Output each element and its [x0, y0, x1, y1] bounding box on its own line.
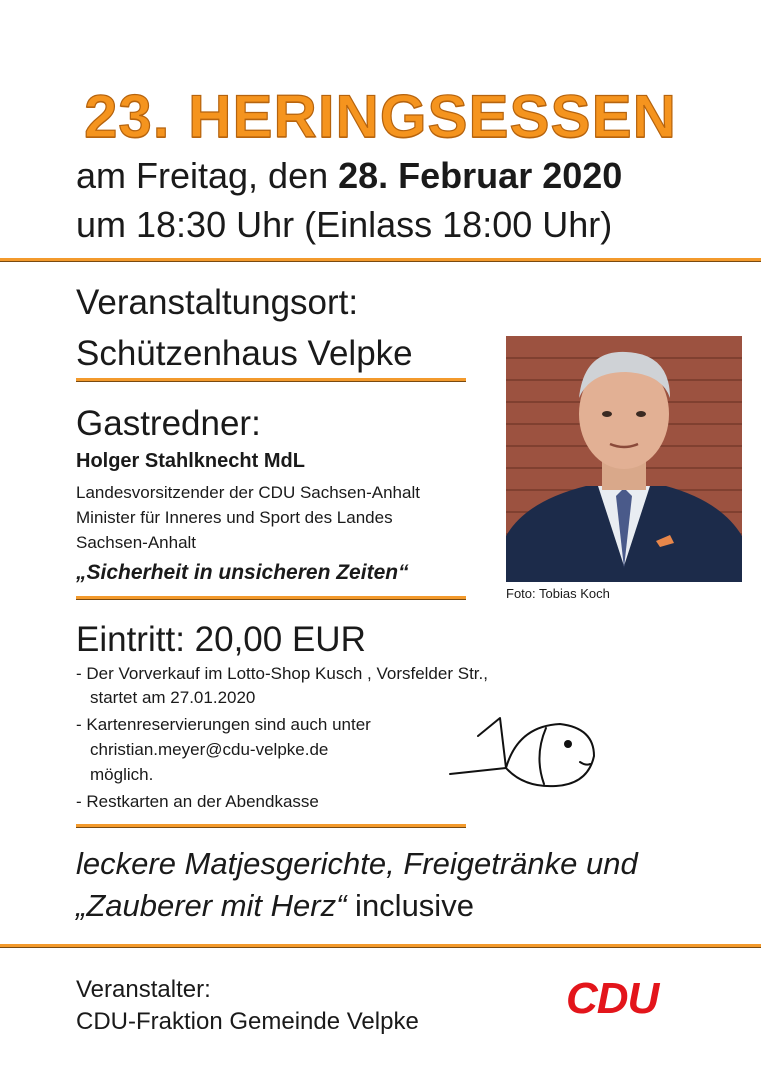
- speaker-photo: [506, 336, 742, 582]
- divider: [0, 258, 761, 262]
- venue-name: Schützenhaus Velpke: [76, 334, 413, 373]
- admission-info: - Restkarten an der Abendkasse: [76, 792, 319, 811]
- divider: [0, 944, 761, 948]
- venue-label: Veranstaltungsort:: [76, 283, 359, 322]
- speaker-role: Minister für Inneres und Sport des Landes: [76, 508, 393, 527]
- extras-line: „Zauberer mit Herz“ inclusive: [76, 888, 474, 923]
- admission-label: Eintritt: 20,00 EUR: [76, 620, 366, 659]
- speaker-role: Landesvorsitzender der CDU Sachsen-Anhalt: [76, 483, 420, 502]
- divider: [76, 596, 466, 600]
- speech-topic: „Sicherheit in unsicheren Zeiten“: [76, 561, 409, 584]
- photo-credit: Foto: Tobias Koch: [506, 586, 610, 601]
- reservation-email: christian.meyer@cdu-velpke.de: [90, 740, 329, 759]
- divider: [76, 378, 466, 382]
- event-date: am Freitag, den 28. Februar 2020: [76, 155, 623, 196]
- speaker-label: Gastredner:: [76, 404, 261, 443]
- cdu-logo: CDU: [566, 974, 659, 1023]
- extras-line: leckere Matjesgerichte, Freigetränke und: [76, 846, 638, 881]
- event-date-value: 28. Februar 2020: [338, 155, 623, 196]
- organizer-name: CDU-Fraktion Gemeinde Velpke: [76, 1008, 419, 1035]
- divider: [76, 824, 466, 828]
- admission-info: möglich.: [90, 765, 154, 784]
- admission-info: - Der Vorverkauf im Lotto-Shop Kusch , Vorsfelder Str.,: [76, 664, 488, 683]
- organizer-label: Veranstalter:: [76, 976, 211, 1003]
- admission-info: startet am 27.01.2020: [90, 688, 256, 707]
- fish-icon: [448, 712, 603, 794]
- event-time: um 18:30 Uhr (Einlass 18:00 Uhr): [76, 204, 613, 245]
- admission-info: - Kartenreservierungen sind auch unter: [76, 715, 371, 734]
- speaker-role: Sachsen-Anhalt: [76, 533, 197, 552]
- event-title: 23. HERINGSESSEN: [84, 83, 677, 150]
- speaker-portrait-icon: [506, 336, 742, 582]
- speaker-name: Holger Stahlknecht MdL: [76, 450, 305, 472]
